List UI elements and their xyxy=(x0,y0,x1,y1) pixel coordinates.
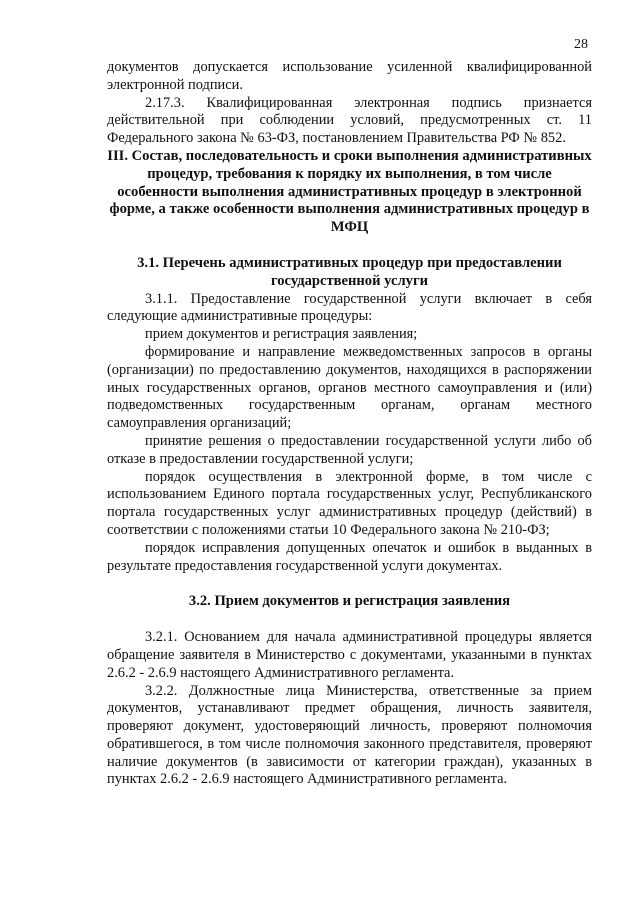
paragraph: порядок осуществления в электронной форме, в том числе с использованием Единого портала государственных услуг, Республиканского портала государственных услуг административных процедур (действий) в соответствии с положениями статьи 10 Федерального закона № 210-ФЗ; xyxy=(107,468,592,538)
paragraph: 3.1.1. Предоставление государственной услуги включает в себя следующие административные процедуры: xyxy=(107,290,592,325)
paragraph: прием документов и регистрация заявления; xyxy=(145,326,418,343)
paragraph: документов допускается использование усиленной квалифицированной электронной подписи. xyxy=(107,59,592,93)
page-number: 28 xyxy=(574,37,588,52)
document-body xyxy=(107,0,592,789)
section-heading: 3.1. Перечень административных процедур при предоставлении государственной услуги xyxy=(137,254,562,289)
spacer xyxy=(107,575,592,593)
paragraph: 3.2.2. Должностные лица Министерства, ответственные за прием документов, устанавливают предмет обращения, личность заявителя, проверяют документ, удостоверяющий личность, проверяют полномочия обратившегося, в том числе полномочия законного представителя, проверяют наличие документов (в зависимости от категории граждан), указанных в пунктах 2.6.2 - 2.6.9 настоящего Административного регламента. xyxy=(107,682,592,788)
section-heading: III. Состав, последовательность и сроки выполнения административных процедур, требования к порядку их выполнения, в том числе особенности выполнения административных процедур в электронной форме, а также особенности выполнения административных процедур в МФЦ xyxy=(107,147,592,236)
paragraph: 2.17.3. Квалифицированная электронная подпись признается действительной при соблюдении условий, предусмотренных ст. 11 Федерального закона № 63-ФЗ, постановлением Правительства РФ № 852. xyxy=(107,94,592,147)
spacer xyxy=(107,611,592,629)
paragraph: порядок исправления допущенных опечаток и ошибок в выданных в результате предоставления государственной услуги документах. xyxy=(107,539,592,574)
section-heading: 3.2. Прием документов и регистрация заявления xyxy=(188,593,511,610)
paragraph: формирование и направление межведомственных запросов в органы (организации) по предоставлению документов, находящихся в распоряжении иных государственных органов, органов местного самоуправления и (или) подведомственных государственным органам, органам местного самоуправления организаций; xyxy=(107,343,592,432)
spacer xyxy=(107,237,592,255)
paragraph: 3.2.1. Основанием для начала административной процедуры является обращение заявителя в Министерство с документами, указанными в пунктах 2.6.2 - 2.6.9 настоящего Административного регламента. xyxy=(107,629,592,681)
paragraph: принятие решения о предоставлении государственной услуги либо об отказе в предоставлении государственной услуги; xyxy=(107,432,592,467)
